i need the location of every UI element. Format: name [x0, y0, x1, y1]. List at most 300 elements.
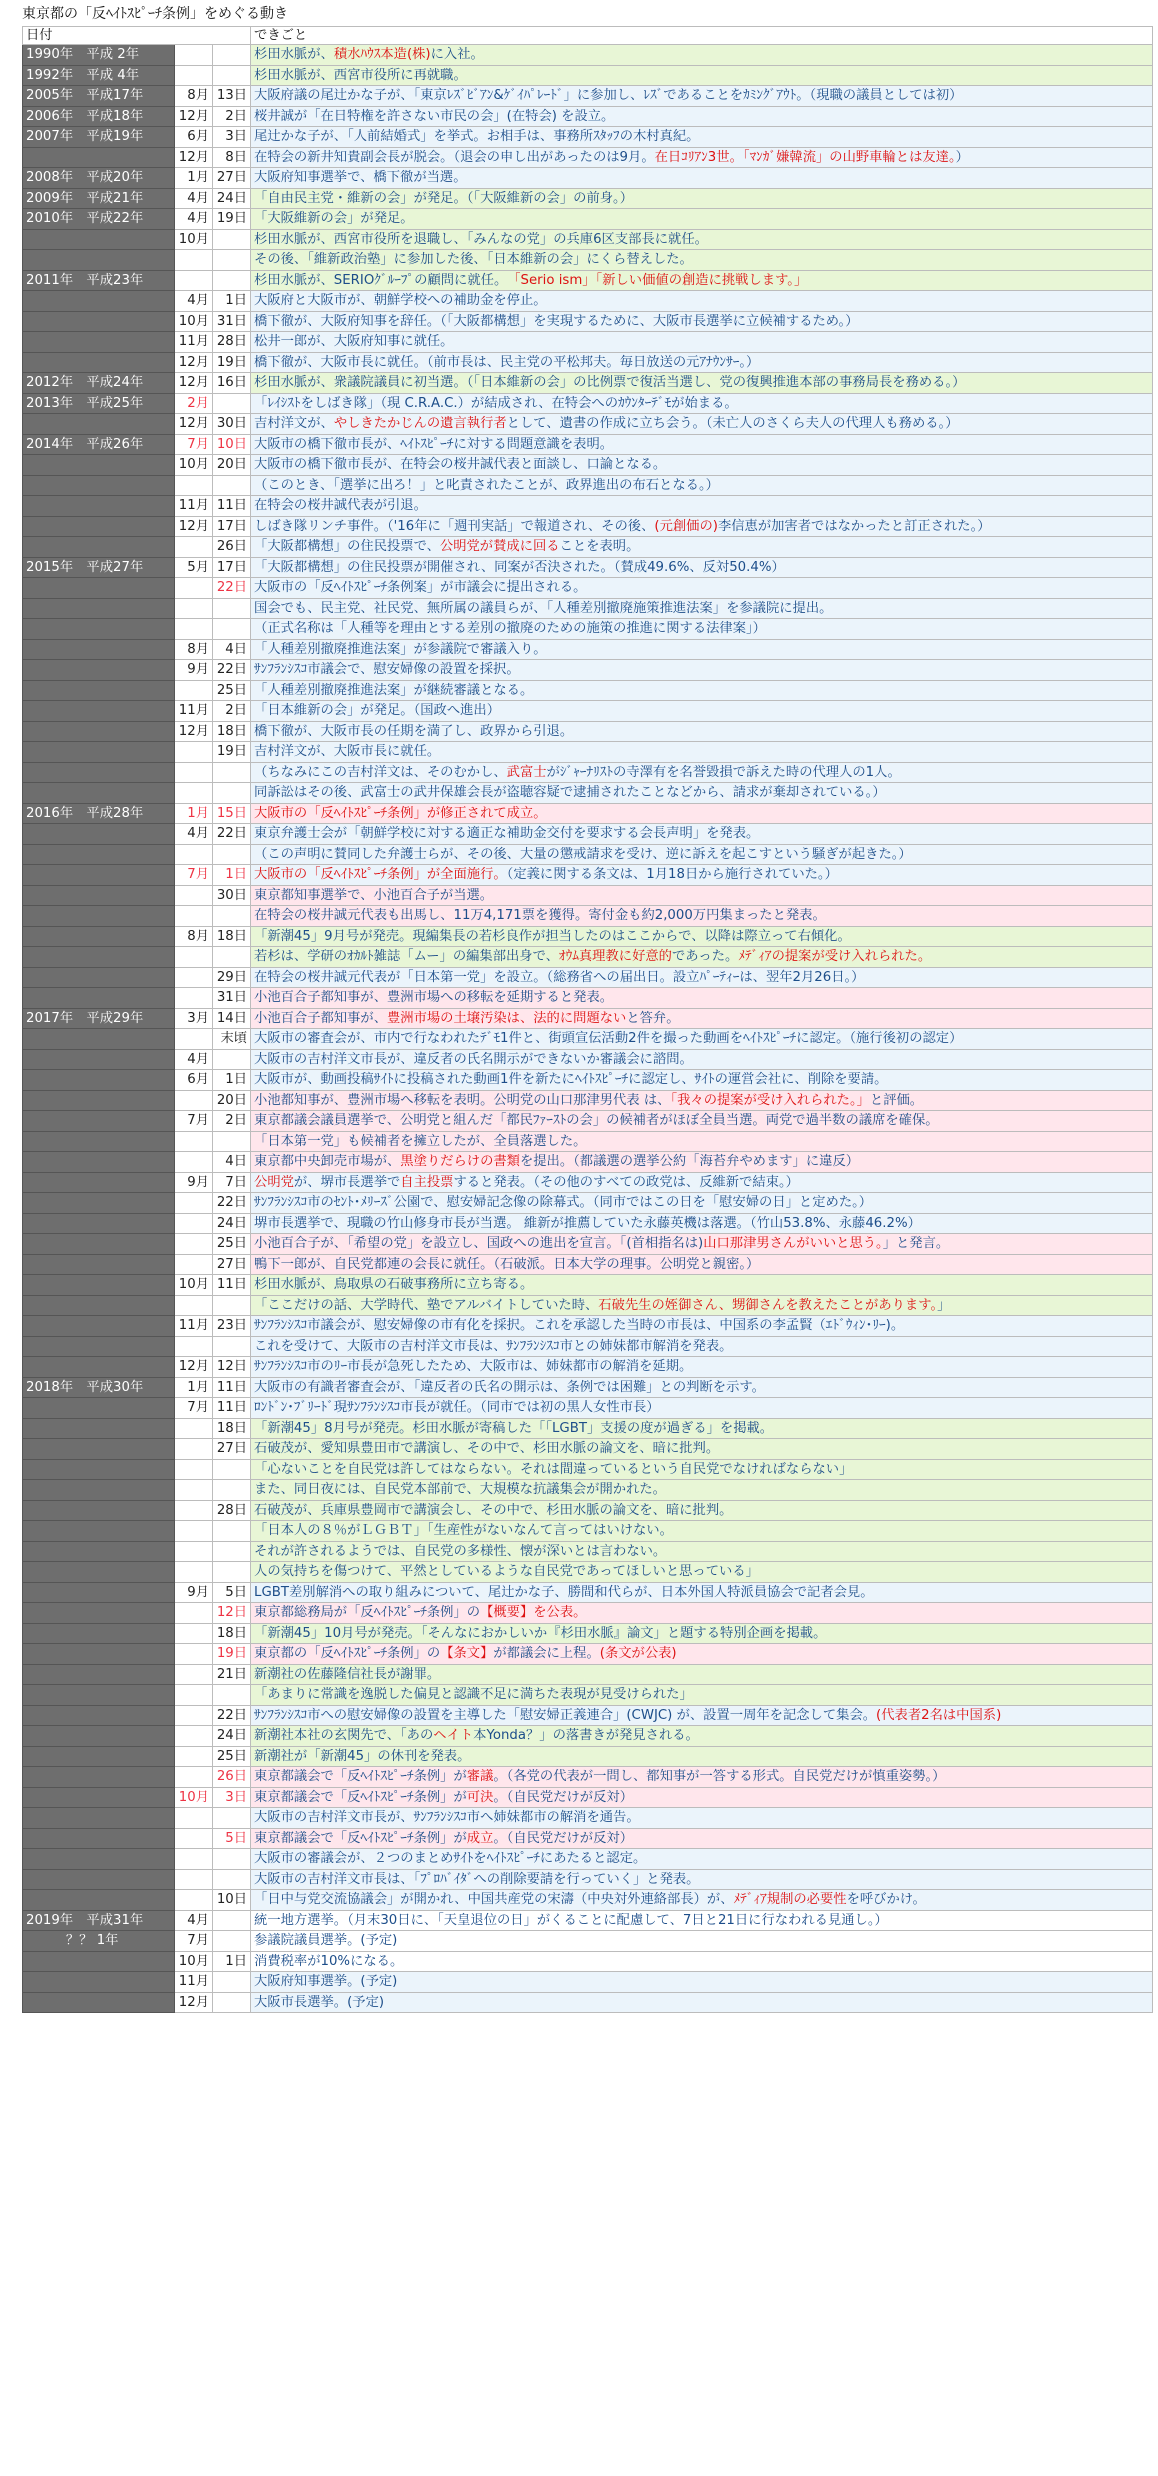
event-text: ﾛﾝﾄﾞﾝ･ﾌﾞﾘｰﾄﾞ現ｻﾝﾌﾗﾝｼｽｺ市長が就任。（同市では初の黒人女性市長） [254, 1400, 660, 1416]
event-cell [251, 1705, 1153, 1726]
year-cell [23, 352, 175, 373]
month-cell [175, 885, 213, 906]
day-cell: 11日 [213, 1398, 251, 1419]
year-cell [23, 1439, 175, 1460]
table-row [23, 45, 1153, 66]
table-row [23, 1398, 1153, 1419]
event-cell [251, 147, 1153, 168]
event-cell [251, 434, 1153, 455]
year-cell [23, 639, 175, 660]
event-text: （このとき、「選挙に出ろ！」と叱責されたことが、政界進出の布石となる。） [254, 477, 719, 493]
table-row [23, 1316, 1153, 1337]
year-cell: 2013年 平成25年 [23, 393, 175, 414]
event-text: 成立 [466, 1830, 494, 1846]
year-cell [23, 1808, 175, 1829]
table-row [23, 557, 1153, 578]
event-text: 石破先生の姪御さん、甥御さんを教えたことがあります。 [598, 1297, 938, 1313]
month-cell [175, 967, 213, 988]
table-row [23, 1972, 1153, 1993]
event-text: 新潮社の佐藤隆信社長が謝罪。 [254, 1666, 441, 1682]
table-row [23, 1049, 1153, 1070]
event-text: 参議院議員選挙。(予定) [254, 1933, 398, 1949]
event-cell [251, 1254, 1153, 1275]
month-cell: 12月 [175, 1992, 213, 2013]
year-cell [23, 680, 175, 701]
day-cell: 22日 [213, 1705, 251, 1726]
month-cell [175, 844, 213, 865]
day-cell: 22日 [213, 578, 251, 599]
year-cell [23, 250, 175, 271]
event-text: それが許されるようでは、自民党の多様性、懐が深いとは言わない。 [254, 1543, 667, 1559]
event-text: 【概要】を公表。 [480, 1605, 587, 1621]
event-text: （正式名称は「人種等を理由とする差別の撤廃のための施策の推進に関する法律案」） [254, 621, 766, 637]
month-cell: 10月 [175, 229, 213, 250]
event-text: 大阪府と大阪市が、朝鮮学校への補助金を停止。 [254, 293, 547, 309]
table-row [23, 1029, 1153, 1050]
year-cell [23, 291, 175, 312]
event-text: 杉田水脈が、 [254, 47, 334, 63]
month-cell [175, 619, 213, 640]
event-text: 大阪府知事選挙で、橋下徹が当選。 [254, 170, 467, 186]
day-cell [213, 1992, 251, 2013]
event-text: ｻﾝﾌﾗﾝｼｽｺ市議会で、慰安婦像の設置を採択。 [254, 662, 520, 678]
event-cell [251, 1480, 1153, 1501]
event-cell [251, 1070, 1153, 1091]
event-cell [251, 1972, 1153, 1993]
year-cell [23, 1213, 175, 1234]
event-cell [251, 1808, 1153, 1829]
event-cell [251, 639, 1153, 660]
year-cell [23, 1357, 175, 1378]
event-cell [251, 660, 1153, 681]
year-cell [23, 1623, 175, 1644]
table-row [23, 127, 1153, 148]
event-text: 大阪市の吉村洋文市長は、「ﾌﾟﾛﾊﾞｲﾀﾞへの削除要請を行っていく」と発表。 [254, 1871, 700, 1887]
event-cell [251, 1849, 1153, 1870]
event-cell [251, 65, 1153, 86]
header-row [23, 27, 1153, 45]
year-cell [23, 926, 175, 947]
table-row [23, 537, 1153, 558]
day-cell: 27日 [213, 1254, 251, 1275]
table-row [23, 1336, 1153, 1357]
table-row [23, 885, 1153, 906]
month-cell: 4月 [175, 209, 213, 230]
event-cell [251, 455, 1153, 476]
event-text: 橋下徹が、大阪府知事を辞任。（「大阪都構想」を実現するために、大阪市長選挙に立候補するため。） [254, 313, 859, 329]
event-cell [251, 168, 1153, 189]
table-row [23, 1234, 1153, 1255]
event-text: 東京弁護士会が「朝鮮学校に対する適正な補助金交付を要求する会長声明」を発表。 [254, 826, 760, 842]
table-row [23, 65, 1153, 86]
table-row [23, 1418, 1153, 1439]
table-row [23, 762, 1153, 783]
event-text: ｻﾝﾌﾗﾝｼｽｺ市への慰安婦像の設置を主導した「慰安婦正義連合」(CWJC) が、設置一周年を記念して集会。 [254, 1707, 877, 1723]
table-row [23, 803, 1153, 824]
day-cell: 30日 [213, 885, 251, 906]
event-text: 小池都知事が、豊洲市場へ移転を表明。公明党の山口那津男代表 は、 [254, 1092, 671, 1108]
year-cell [23, 1767, 175, 1788]
event-text: 「心ないことを自民党は許してはならない。それは間違っているという自民党でなければならない」 [254, 1461, 853, 1477]
event-cell [251, 1931, 1153, 1952]
event-cell [251, 516, 1153, 537]
table-row [23, 373, 1153, 394]
month-cell: 11月 [175, 1972, 213, 1993]
event-text: 積水ﾊｳｽ本造(株) [333, 47, 431, 63]
event-text: 「人種差別撤廃推進法案」が継続審議となる。 [254, 682, 534, 698]
event-cell [251, 45, 1153, 66]
day-cell: 2日 [213, 701, 251, 722]
event-text: と評価。 [869, 1092, 924, 1108]
month-cell [175, 1541, 213, 1562]
table-row [23, 311, 1153, 332]
year-cell [23, 660, 175, 681]
event-cell [251, 209, 1153, 230]
month-cell: 10月 [175, 1787, 213, 1808]
year-cell [23, 762, 175, 783]
year-cell: 2007年 平成19年 [23, 127, 175, 148]
event-cell [251, 332, 1153, 353]
table-row [23, 1664, 1153, 1685]
event-text: 大阪市の「反ﾍｲﾄｽﾋﾟｰﾁ条例」が修正されて成立。 [254, 805, 547, 821]
event-text: 「自由民主党・維新の会」が発足。（「大阪維新の会」の前身。） [254, 190, 633, 206]
table-row [23, 291, 1153, 312]
event-cell [251, 1295, 1153, 1316]
month-cell: 10月 [175, 1951, 213, 1972]
year-cell [23, 1070, 175, 1091]
table-row [23, 1070, 1153, 1091]
year-cell [23, 1500, 175, 1521]
month-cell: 11月 [175, 701, 213, 722]
year-cell [23, 1336, 175, 1357]
table-row [23, 332, 1153, 353]
table-row [23, 1787, 1153, 1808]
event-cell [251, 1726, 1153, 1747]
event-text: 「大阪都構想」の住民投票が開催され、同案が否決された。（賛成49.6%、反対50.4%） [254, 559, 785, 575]
year-cell [23, 721, 175, 742]
year-cell [23, 824, 175, 845]
year-cell [23, 1787, 175, 1808]
year-cell [23, 1644, 175, 1665]
month-cell [175, 1890, 213, 1911]
table-row [23, 516, 1153, 537]
table-row [23, 455, 1153, 476]
month-cell: 12月 [175, 721, 213, 742]
day-cell [213, 1541, 251, 1562]
event-cell [251, 1336, 1153, 1357]
event-cell [251, 1951, 1153, 1972]
month-cell [175, 947, 213, 968]
event-text: ） [955, 149, 969, 165]
day-cell: 30日 [213, 414, 251, 435]
event-cell [251, 496, 1153, 517]
month-cell: 1月 [175, 1377, 213, 1398]
day-cell: 1日 [213, 1070, 251, 1091]
day-cell: 29日 [213, 967, 251, 988]
day-cell: 2日 [213, 106, 251, 127]
month-cell: 12月 [175, 516, 213, 537]
month-cell: 11月 [175, 496, 213, 517]
event-text: 自主投票 [400, 1174, 454, 1190]
day-cell: 18日 [213, 1623, 251, 1644]
event-text: 「日本人の８％がＬＧＢＴ」「生産性がないなんて言ってはいけない。 [254, 1523, 673, 1539]
event-text: として、遺書の作成に立ち会う。（未亡人のさくら夫人の代理人も務める。） [506, 416, 959, 432]
table-row [23, 1377, 1153, 1398]
day-cell [213, 65, 251, 86]
table-row [23, 1623, 1153, 1644]
event-text: 審議 [466, 1769, 494, 1785]
table-row [23, 639, 1153, 660]
year-cell: 2016年 平成28年 [23, 803, 175, 824]
month-cell: 7月 [175, 434, 213, 455]
event-text: 吉村洋文が、大阪市長に就任。 [254, 744, 441, 760]
year-cell [23, 414, 175, 435]
event-text: 」 [937, 1297, 951, 1313]
table-row [23, 1172, 1153, 1193]
year-cell [23, 229, 175, 250]
day-cell: 25日 [213, 1746, 251, 1767]
event-cell [251, 1377, 1153, 1398]
event-text: を提出。（都議選の選挙公約「海苔弁やめます」に違反） [519, 1154, 860, 1170]
table-row [23, 1726, 1153, 1747]
month-cell: 9月 [175, 660, 213, 681]
month-cell [175, 762, 213, 783]
event-text: 消費税率が10%になる。 [254, 1953, 404, 1969]
event-cell [251, 967, 1153, 988]
event-text: (条文が公表) [599, 1646, 677, 1662]
day-cell: 22日 [213, 660, 251, 681]
year-cell [23, 1193, 175, 1214]
event-text: ヘイト [433, 1728, 474, 1744]
event-cell [251, 1131, 1153, 1152]
table-row [23, 598, 1153, 619]
event-text: 小池百合子都知事が、豊洲市場への移転を延期すると発表。 [254, 990, 614, 1006]
event-text: 大阪市の有識者審査会が、「違反者の氏名の開示は、条例では困難」との判断を示す。 [254, 1379, 765, 1395]
year-cell [23, 1951, 175, 1972]
table-row [23, 1152, 1153, 1173]
year-cell [23, 701, 175, 722]
event-cell [251, 578, 1153, 599]
month-cell: 7月 [175, 1931, 213, 1952]
event-text: が、堺市長選挙で [293, 1174, 401, 1190]
day-cell: 13日 [213, 86, 251, 107]
day-cell: 7日 [213, 1172, 251, 1193]
day-cell [213, 393, 251, 414]
table-row [23, 1890, 1153, 1911]
year-cell: 1990年 平成 2年 [23, 45, 175, 66]
event-cell [251, 865, 1153, 886]
day-cell [213, 947, 251, 968]
event-text: 尾辻かな子が、「人前結婚式」を挙式。お相手は、事務所ｽﾀｯﾌの木村真紀。 [254, 129, 700, 145]
month-cell [175, 783, 213, 804]
event-text: (代表者2名は中国系) [876, 1707, 1002, 1723]
event-cell [251, 1562, 1153, 1583]
event-text: 「新潮45」8月号が発売。杉田水脈が寄稿した「「LGBT」支援の度が過ぎる」を掲載。 [254, 1420, 774, 1436]
event-text: 大阪市の「反ﾍｲﾄｽﾋﾟｰﾁ条例」が全面施行。 [254, 867, 507, 883]
event-text: 新潮社本社の玄関先で、「あの [254, 1728, 434, 1744]
event-cell [251, 1664, 1153, 1685]
event-text: 【条文】 [440, 1646, 494, 1662]
year-cell: 2006年 平成18年 [23, 106, 175, 127]
event-cell [251, 1193, 1153, 1214]
event-cell [251, 1398, 1153, 1419]
table-row [23, 1746, 1153, 1767]
day-cell: 1日 [213, 1951, 251, 1972]
year-cell [23, 1746, 175, 1767]
event-text: 大阪市の橋下徹市長が、ﾍｲﾄｽﾋﾟｰﾁに対する問題意識を表明。 [254, 436, 614, 452]
month-cell [175, 988, 213, 1009]
month-cell: 8月 [175, 926, 213, 947]
event-text: ｻﾝﾌﾗﾝｼｽｺ市のｾﾝﾄ･ﾒﾘｰｽﾞ公園で、慰安婦記念像の除幕式。（同市ではこの日を「慰安婦の日」と定めた。） [254, 1195, 873, 1211]
month-cell [175, 1562, 213, 1583]
table-row [23, 209, 1153, 230]
day-cell [213, 1562, 251, 1583]
table-row [23, 1685, 1153, 1706]
table-row [23, 1459, 1153, 1480]
event-text: と答弁。 [626, 1010, 680, 1026]
event-text: 同訴訟はその後、武富士の武井保雄会長が盗聴容疑で逮捕されたことなどから、請求が棄却されている。） [254, 785, 886, 801]
month-cell: 4月 [175, 824, 213, 845]
event-cell [251, 885, 1153, 906]
month-cell [175, 1459, 213, 1480]
event-text: 大阪市が、動画投稿ｻｲﾄに投稿された動画1件を新たにﾍｲﾄｽﾋﾟｰﾁに認定し、ｻｲﾄの運営会社に、削除を要請。 [254, 1072, 888, 1088]
day-cell: 24日 [213, 188, 251, 209]
year-cell [23, 1275, 175, 1296]
day-cell [213, 906, 251, 927]
event-text: 堺市長選挙で、現職の竹山修身市長が当選。 維新が推薦していた永藤英機は落選。（竹山53.8%、永藤46.2%） [254, 1215, 921, 1231]
month-cell [175, 1090, 213, 1111]
event-cell [251, 783, 1153, 804]
event-text: 本Yonda？」の落書きが発見される。 [473, 1728, 699, 1744]
day-cell: 14日 [213, 1008, 251, 1029]
year-cell [23, 1705, 175, 1726]
year-cell [23, 1521, 175, 1542]
event-text: 在特会の桜井誠代表が引退。 [254, 498, 427, 514]
table-row [23, 147, 1153, 168]
year-cell: 2008年 平成20年 [23, 168, 175, 189]
year-cell: 2005年 平成17年 [23, 86, 175, 107]
year-cell [23, 475, 175, 496]
table-row [23, 1767, 1153, 1788]
table-row [23, 434, 1153, 455]
event-text: また、同日夜には、自民党本部前で、大規模な抗議集会が開かれた。 [254, 1482, 666, 1498]
table-row [23, 844, 1153, 865]
event-text: 石破茂が、愛知県豊田市で講演し、その中で、杉田水脈の論文を、暗に批判。 [254, 1441, 720, 1457]
month-cell [175, 1644, 213, 1665]
month-cell [175, 1152, 213, 1173]
event-text: 国会でも、民主党、社民党、無所属の議員らが、「人種差別撤廃施策推進法案」を参議院に提出。 [254, 600, 833, 616]
table-row [23, 680, 1153, 701]
day-cell: 24日 [213, 1213, 251, 1234]
day-cell [213, 1295, 251, 1316]
day-cell [213, 1808, 251, 1829]
year-cell: 2012年 平成24年 [23, 373, 175, 394]
year-cell [23, 1541, 175, 1562]
event-text: 鴨下一郎が、自民党都連の会長に就任。（石破派。日本大学の理事。公明党と親密。） [254, 1256, 760, 1272]
day-cell [213, 1459, 251, 1480]
month-cell: 1月 [175, 803, 213, 824]
day-cell [213, 1131, 251, 1152]
event-text: 「人種差別撤廃推進法案」が参議院で審議入り。 [254, 641, 547, 657]
event-cell [251, 1890, 1153, 1911]
year-cell [23, 865, 175, 886]
table-row [23, 229, 1153, 250]
event-text: 大阪市の橋下徹市長が、在特会の桜井誠代表と面談し、口論となる。 [254, 457, 667, 473]
table-row [23, 701, 1153, 722]
event-cell [251, 619, 1153, 640]
event-cell [251, 1500, 1153, 1521]
day-cell: 22日 [213, 1193, 251, 1214]
month-cell [175, 742, 213, 763]
event-text: 「我々の提案が受け入れられた。」 [670, 1092, 870, 1108]
table-row [23, 86, 1153, 107]
day-cell [213, 1480, 251, 1501]
day-cell [213, 45, 251, 66]
month-cell: 4月 [175, 188, 213, 209]
event-cell [251, 1418, 1153, 1439]
month-cell: 4月 [175, 291, 213, 312]
year-cell [23, 598, 175, 619]
table-row [23, 1357, 1153, 1378]
year-cell [23, 1398, 175, 1419]
day-cell: 22日 [213, 824, 251, 845]
event-text: 。（各党の代表が一問し、都知事が一答する形式。自民党だけが慎重姿勢。） [493, 1769, 946, 1785]
year-cell [23, 147, 175, 168]
year-cell [23, 1029, 175, 1050]
event-text: 小池百合子都知事が、 [254, 1010, 387, 1026]
event-text: 統一地方選挙。（月末30日に、「天皇退位の日」がくることに配慮して、7日と21日に行なわれる見通し。） [254, 1912, 888, 1928]
month-cell: 11月 [175, 1316, 213, 1337]
event-cell [251, 1603, 1153, 1624]
event-cell [251, 188, 1153, 209]
event-text: 「日本第一党」も候補者を擁立したが、全員落選した。 [254, 1133, 587, 1149]
year-cell [23, 1972, 175, 1993]
year-cell [23, 537, 175, 558]
event-cell [251, 1828, 1153, 1849]
month-cell [175, 680, 213, 701]
day-cell: 17日 [213, 557, 251, 578]
year-cell [23, 1172, 175, 1193]
event-cell [251, 1029, 1153, 1050]
day-cell: 1日 [213, 291, 251, 312]
month-cell [175, 1029, 213, 1050]
day-cell: 31日 [213, 988, 251, 1009]
table-row [23, 188, 1153, 209]
month-cell [175, 1131, 213, 1152]
day-cell: 20日 [213, 455, 251, 476]
month-cell [175, 1500, 213, 1521]
event-cell [251, 1090, 1153, 1111]
event-cell [251, 557, 1153, 578]
year-cell [23, 1131, 175, 1152]
day-cell: 11日 [213, 1275, 251, 1296]
table-row [23, 1213, 1153, 1234]
year-cell: 2015年 平成27年 [23, 557, 175, 578]
event-text: 東京都議会で「反ﾍｲﾄｽﾋﾟｰﾁ条例」が [254, 1769, 467, 1785]
event-cell [251, 824, 1153, 845]
table-row [23, 1295, 1153, 1316]
event-text: これを受けて、大阪市の吉村洋文市長は、ｻﾝﾌﾗﾝｼｽｺ市との姉妹都市解消を発表。 [254, 1338, 733, 1354]
table-row [23, 578, 1153, 599]
date-header: 日付 [23, 27, 251, 45]
day-cell: 26日 [213, 1767, 251, 1788]
event-text: 吉村洋文が、 [254, 416, 334, 432]
year-cell [23, 619, 175, 640]
month-cell [175, 1767, 213, 1788]
event-text: 」と発言。 [882, 1236, 950, 1252]
event-text: 豊洲市場の土壌汚染は、法的に問題ない [387, 1010, 627, 1026]
event-cell [251, 742, 1153, 763]
